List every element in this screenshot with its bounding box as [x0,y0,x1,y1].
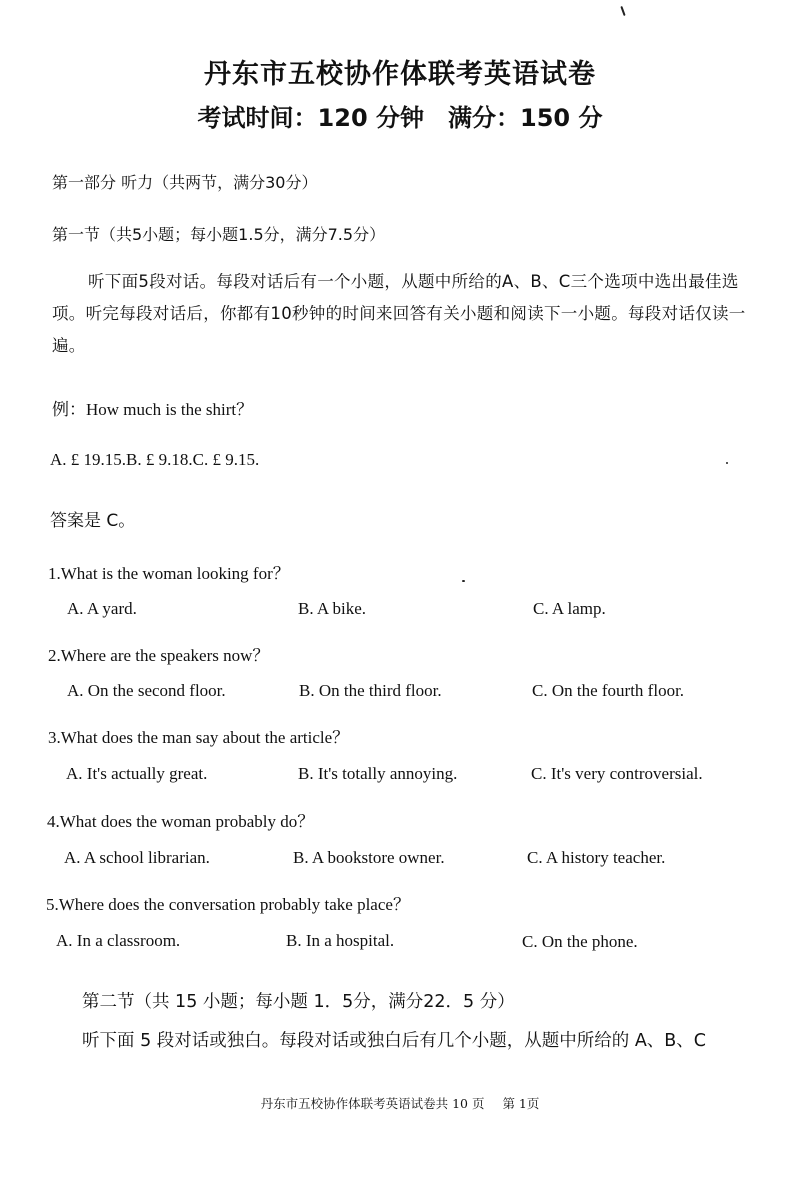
option-a: A. In a classroom. [56,931,181,950]
option-a: A. It's actually great. [66,764,208,783]
option-c: C. On the fourth floor. [532,681,685,700]
option-a: A. A yard. [67,599,137,618]
section2-instructions: 听下面 5 段对话或独白。每段对话或独白后有几个小题，从题中所给的 A、B、C [82,1031,707,1051]
scan-speck [462,580,465,582]
option-b: B. On the third floor. [299,681,442,700]
section1-heading: 第一节（共5小题；每小题1.5分，满分7.5分） [52,225,386,244]
option-b: B. A bookstore owner. [293,848,445,867]
example-question: 例：How much is the shirt？ [52,400,254,419]
option-c: C. On the phone. [522,932,638,951]
option-c: C. A history teacher. [527,848,666,867]
option-a: A. On the second floor. [67,681,226,700]
exam-time: 考试时间：120 分钟 [197,104,424,132]
page-footer [0,1094,800,1112]
option-b: B. A bike. [298,599,367,618]
exam-info-line [0,98,800,133]
section1-instructions: 听下面5段对话。每段对话后有一个小题，从题中所给的A、B、C三个选项中选出最佳选项。听完每段对话后，你都有10秒钟的时间来回答有关小题和阅读下一小题。每段对话仅读一遍。 [52,272,746,355]
part1-heading: 第一部分 听力（共两节，满分30分） [52,173,318,192]
example-answer: 答案是 C。 [50,511,136,531]
scan-speck [726,462,728,464]
option-c: C. A lamp. [533,599,606,618]
question-stem: 3.What does the man say about the article？ [48,728,350,747]
option-c: C. It's very controversial. [531,764,703,783]
option-b: B. It's totally annoying. [298,764,458,783]
question-stem: 5.Where does the conversation probably take place？ [46,895,410,914]
section2-heading: 第二节（共 15 小题；每小题 1．5分，满分22．5 分） [82,992,515,1012]
example-options: A. £ 19.15.B. £ 9.18.C. £ 9.15. [50,450,260,469]
full-score: 满分：150 分 [448,104,603,132]
question-stem: 1.What is the woman looking for？ [48,564,290,583]
exam-title: 丹东市五校协作体联考英语试卷 [204,59,596,90]
option-a: A. A school librarian. [64,848,210,867]
option-b: B. In a hospital. [286,931,395,950]
footer-exam-info: 丹东市五校协作体联考英语试卷共 10 页 [260,1096,485,1111]
scan-speck [620,6,625,16]
footer-page-number: 第 1页 [502,1096,540,1111]
question-stem: 2.Where are the speakers now？ [48,646,270,665]
question-stem: 4.What does the woman probably do？ [47,812,315,831]
